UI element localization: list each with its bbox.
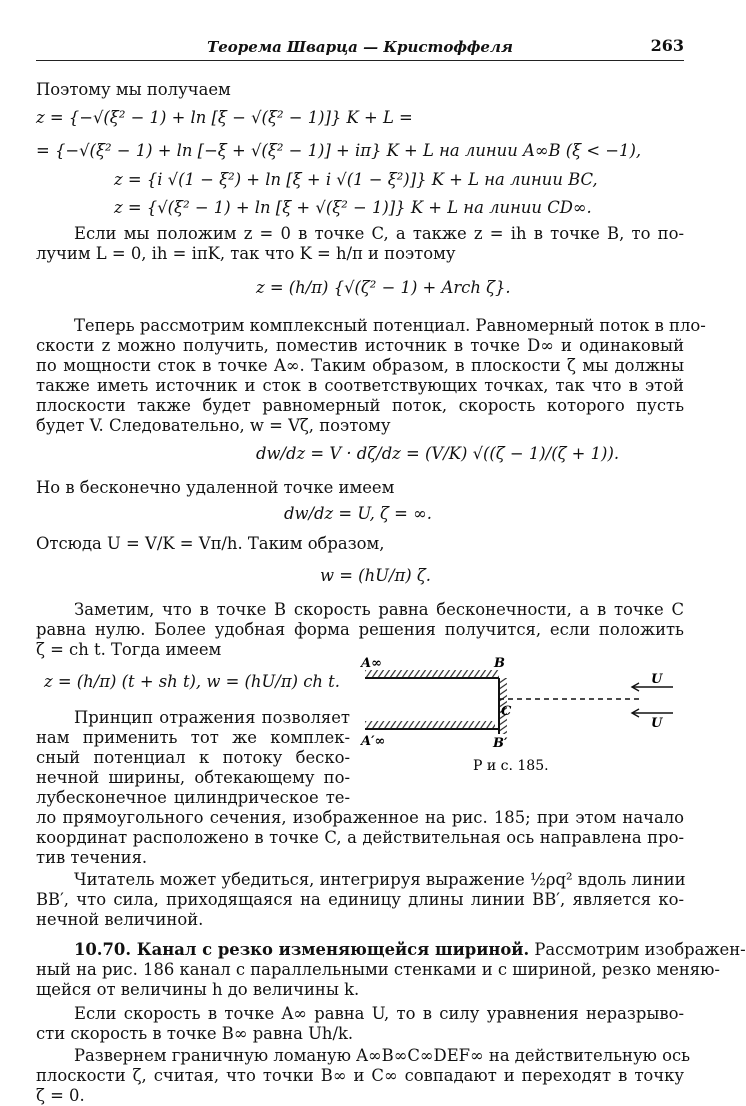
text-line: скости z можно получить, поместив источник в точке D∞ и одинаковый xyxy=(36,336,684,355)
text-line: нечной величиной. xyxy=(36,910,204,929)
page-number: 263 xyxy=(650,36,684,55)
text-line: Но в бесконечно удаленной точке имеем xyxy=(36,478,395,497)
formula-line: z = (h/π) {√(ζ² − 1) + Arch ζ}. xyxy=(256,278,511,297)
text-line: Отсюда U = V/K = Vπ/h. Таким образом, xyxy=(36,534,385,553)
text-line: координат расположено в точке C, а действительная ось направлена про- xyxy=(36,828,684,847)
top-wall-hatching xyxy=(365,670,499,678)
formula-line: z = (h/π) (t + sh t), w = (hU/π) ch t. xyxy=(44,672,340,691)
label-c: C xyxy=(501,704,512,719)
section-heading: 10.70. Канал с резко изменяющейся шириной. xyxy=(74,940,530,959)
formula-line: z = {√(ξ² − 1) + ln [ξ + √(ξ² − 1)]} K + L на линии CD∞. xyxy=(114,198,592,217)
text-line: сный потенциал к потоку беско- xyxy=(36,748,350,767)
text-line: Рассмотрим изображен- xyxy=(529,940,746,959)
text-line: лубесконечное цилиндрическое те- xyxy=(36,788,350,807)
text-line: ζ = 0. xyxy=(36,1086,85,1105)
formula-line: dw/dz = V · dζ/dz = (V/K) √((ζ − 1)/(ζ + 1)). xyxy=(256,444,620,463)
formula-line: z = {−√(ξ² − 1) + ln [ξ − √(ξ² − 1)]} K + L = xyxy=(36,108,413,127)
label-u-bottom: U xyxy=(651,716,663,731)
label-a-inf-prime: A′∞ xyxy=(361,734,386,749)
text-line: щейся от величины h до величины k. xyxy=(36,980,360,999)
text-line: Если мы положим z = 0 в точке C, а также z = ih в точке B, то по- xyxy=(74,224,684,243)
figure-185 xyxy=(355,655,685,775)
text-line: равна нулю. Более удобная форма решения получится, если положить xyxy=(36,620,684,639)
text-line: тив течения. xyxy=(36,848,148,867)
text-line: по мощности сток в точке A∞. Таким образом, в плоскости ζ мы должны xyxy=(36,356,684,375)
running-title: Теорема Шварца — Кристоффеля xyxy=(207,38,513,56)
text-line: Читатель может убедиться, интегрируя выражение ½ρq² вдоль линии xyxy=(74,870,686,889)
running-header xyxy=(36,34,684,61)
text-line: Заметим, что в точке B скорость равна бесконечности, а в точке C xyxy=(74,600,684,619)
text-line: сти скорость в точке B∞ равна Uh/k. xyxy=(36,1024,354,1043)
formula-line: w = (hU/π) ζ. xyxy=(320,566,431,585)
text-line: Развернем граничную ломаную A∞B∞C∞DEF∞ на действительную ось xyxy=(74,1046,691,1065)
formula-line: = {−√(ξ² − 1) + ln [−ξ + √(ξ² − 1)] + iπ} K + L на линии A∞B (ξ < −1), xyxy=(36,141,642,160)
text-line: Принцип отражения позволяет xyxy=(74,708,350,727)
text-line: ζ = ch t. Тогда имеем xyxy=(36,640,222,659)
bottom-wall-hatching xyxy=(365,721,495,729)
text-line: нечной ширины, обтекающему по- xyxy=(36,768,350,787)
text-line: BB′, что сила, приходящаяся на единицу длины линии BB′, является ко- xyxy=(36,890,684,909)
formula-line: dw/dz = U, ζ = ∞. xyxy=(284,504,432,523)
text-line: Если скорость в точке A∞ равна U, то в силу уравнения неразрыво- xyxy=(74,1004,684,1023)
text-line: плоскости также будет равномерный поток, скорость которого пусть xyxy=(36,396,684,415)
section-heading-line xyxy=(74,940,746,960)
label-u-top: U xyxy=(651,672,663,687)
text-line: Теперь рассмотрим комплексный потенциал. Равномерный поток в пло- xyxy=(74,316,706,335)
text-line: нам применить тот же комплек- xyxy=(36,728,350,747)
label-b-prime: B′ xyxy=(493,736,508,751)
text-line: лучим L = 0, ih = iπK, так что K = h/π и поэтому xyxy=(36,244,456,263)
formula-line: z = {i √(1 − ξ²) + ln [ξ + i √(1 − ξ²)]} K + L на линии BC, xyxy=(114,170,598,189)
text-line: ло прямоугольного сечения, изображенное на рис. 185; при этом начало xyxy=(36,808,684,827)
label-b: B xyxy=(494,656,505,671)
text-line: ный на рис. 186 канал с параллельными стенками и с шириной, резко меняю- xyxy=(36,960,720,979)
label-a-inf: A∞ xyxy=(361,656,382,671)
text-line: Поэтому мы получаем xyxy=(36,80,231,99)
figure-caption: Р и с. 185. xyxy=(473,758,549,774)
text-line: будет V. Следовательно, w = Vζ, поэтому xyxy=(36,416,391,435)
text-line: также иметь источник и сток в соответствующих точках, так что в этой xyxy=(36,376,684,395)
text-line: плоскости ζ, считая, что точки B∞ и C∞ совпадают и переходят в точку xyxy=(36,1066,684,1085)
